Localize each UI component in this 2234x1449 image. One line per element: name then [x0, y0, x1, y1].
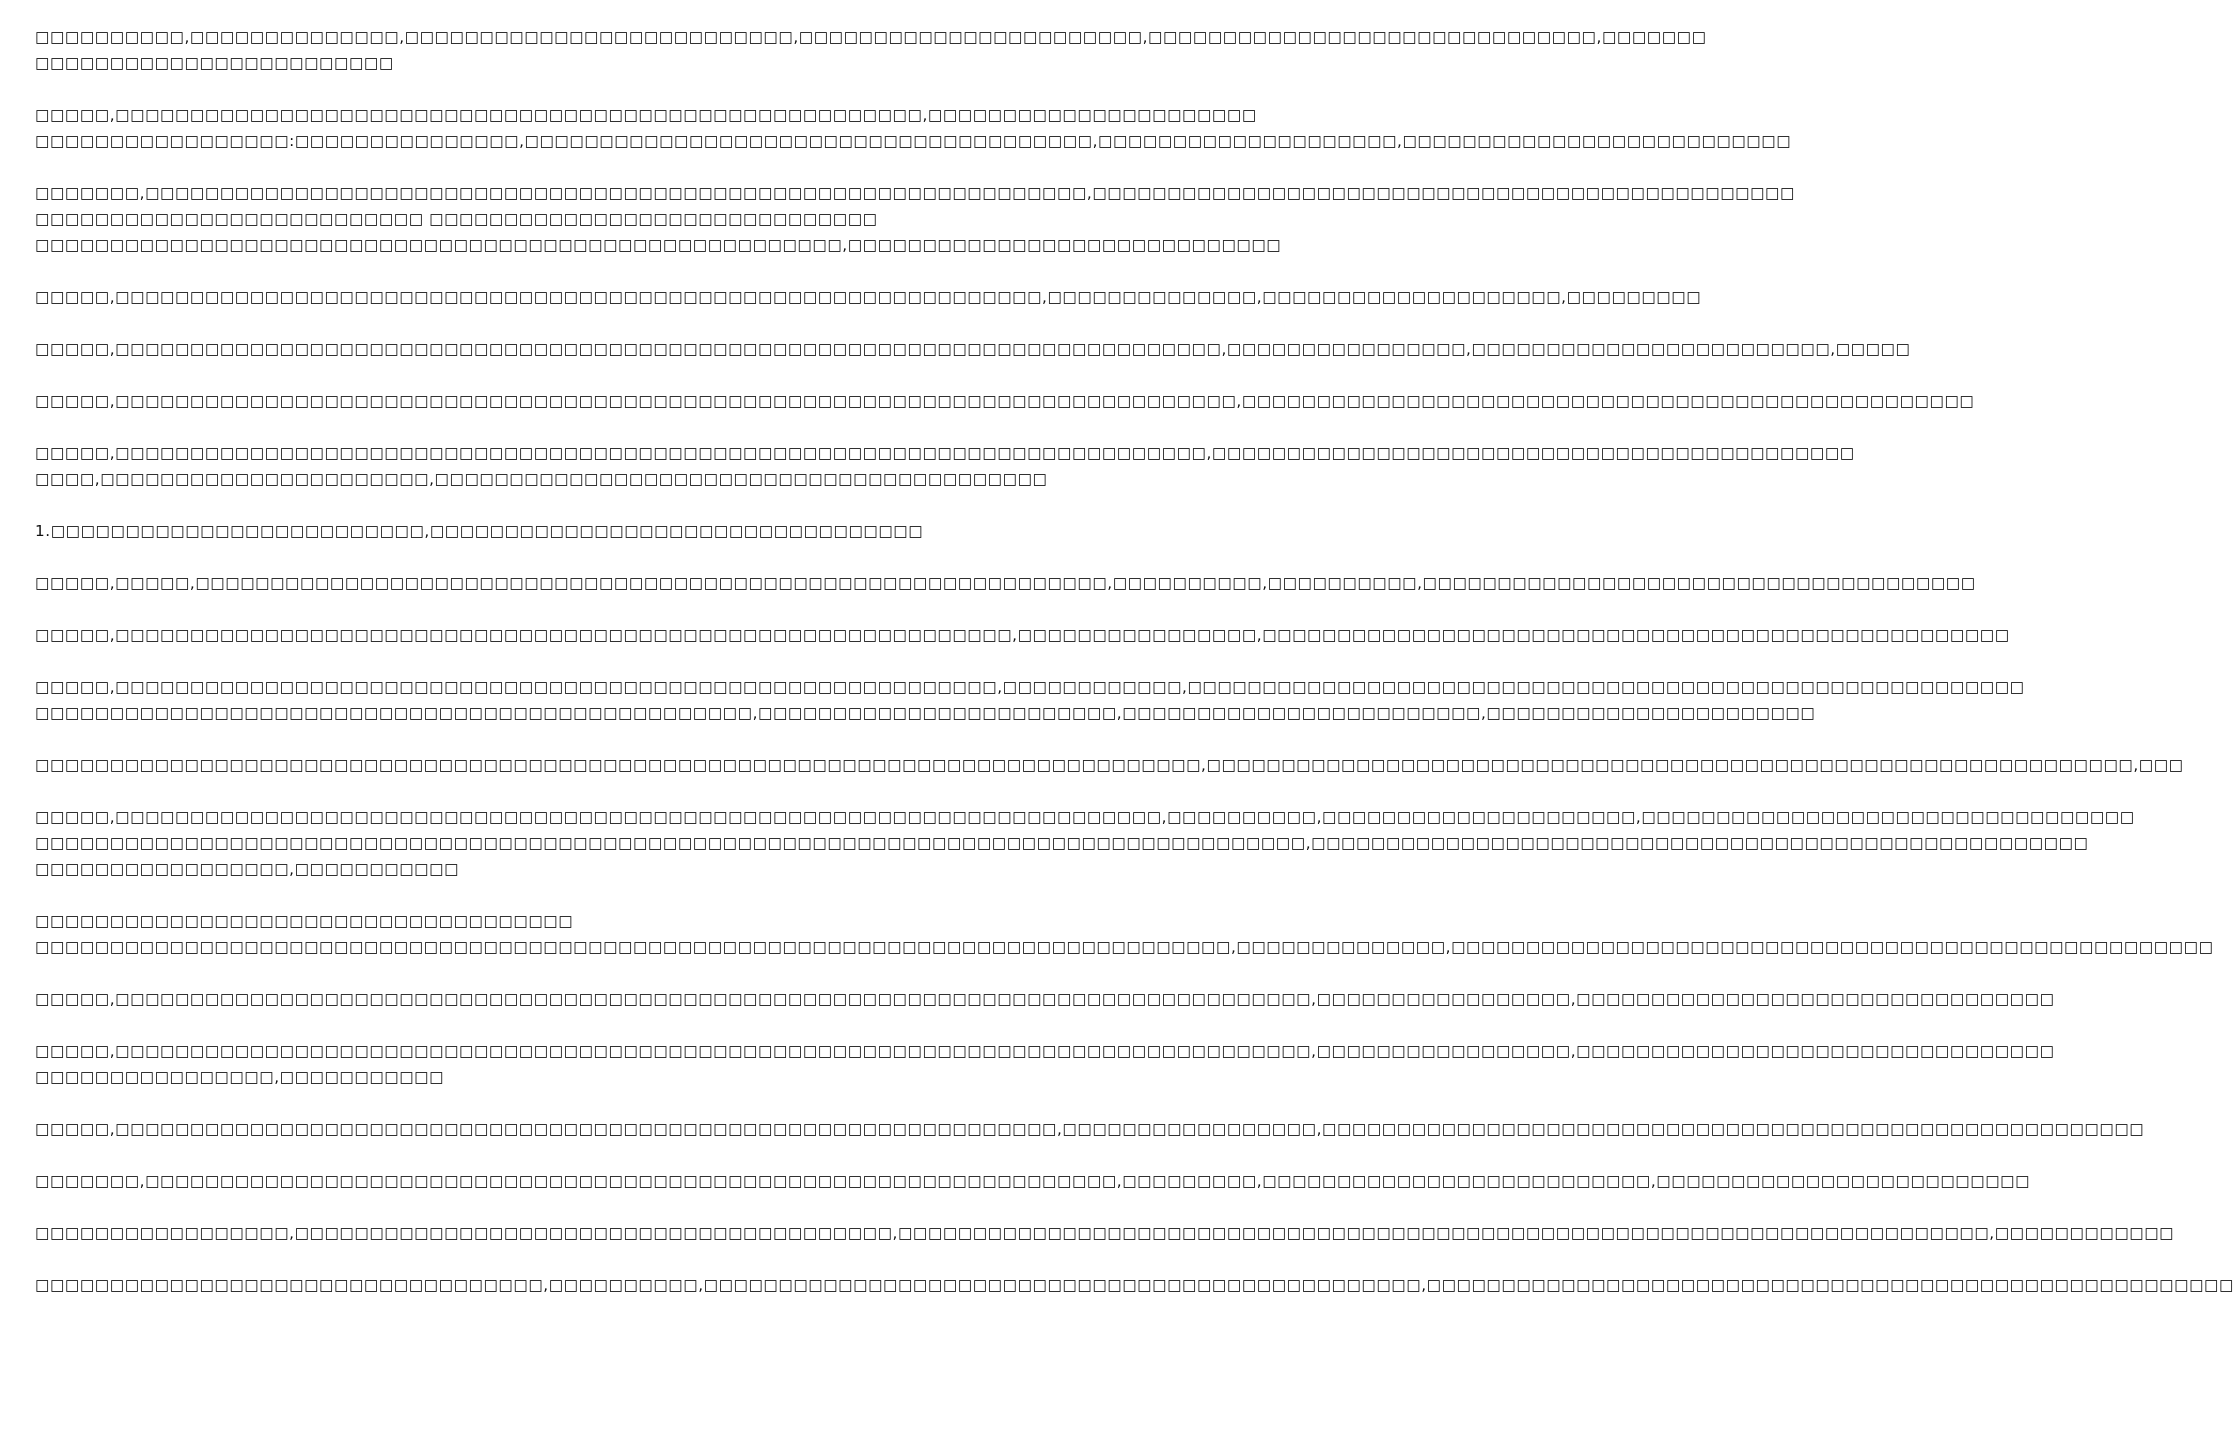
text-line: □□□□□,□□□□□□□□□□□□□□□□□□□□□□□□□□□□□□□□□□□□□□□□□□□□□□□□□□□□□□□□□□□□□□□,□□□□□□□□□□□□□□□□□,□□□□□□□□□□□□□□□□□□□□□□□□□□□□□□□□□□□□□□□□□□□□□□□□□□□□□□□ — [35, 1120, 2145, 1138]
document-body — [35, 24, 2234, 1434]
paragraph — [35, 1272, 2234, 1298]
text-line: □□□□□□□,□□□□□□□□□□□□□□□□□□□□□□□□□□□□□□□□□□□□□□□□□□□□□□□□□□□□□□□□□□□□□□□,□□□□□□□□□□□□□□□□□□□□□□□□□□□□□□□□□□□□□□□□□□□□□□□ — [35, 184, 1795, 202]
text-line: 1.□□□□□□□□□□□□□□□□□□□□□□□□□,□□□□□□□□□□□□□□□□□□□□□□□□□□□□□□□□□ — [35, 522, 924, 540]
paragraph — [35, 1220, 2175, 1246]
paragraph — [35, 674, 2025, 726]
text-line: □□□□□□□□□□□□□□□□□□□□□□□□□□□□□□□□□□,□□□□□□□□□□,□□□□□□□□□□□□□□□□□□□□□□□□□□□□□□□□□□□□□□□□□□□□□□□□,□□□□□□□□□□□□□□□□□□□□□□□□□□□□□□□□□□□□□□□□□□□□□□□□□□□□□□ — [35, 1276, 2234, 1294]
text-line: □□□□□□□□□□,□□□□□□□□□□□□□□,□□□□□□□□□□□□□□□□□□□□□□□□□□,□□□□□□□□□□□□□□□□□□□□□□□,□□□□□□□□□□□□□□□□□□□□□□□□□□□□□□,□□□□□□□ — [35, 28, 1707, 46]
paragraph — [35, 284, 1702, 310]
paragraph — [35, 570, 1976, 596]
paragraph — [35, 388, 1975, 414]
text-line: □□□□□□□□□□□□□□□□□□□□□□□□□□□□□□□□□□□□□□□□□□□□□□□□□□□□□□□□□□□□□□□□□□□□□□□□□□□□□□□□,□□□□□□□□□□□□□□,□□□□□□□□□□□□□□□□□□□□□□□□□□□□□□□□□□□□□□□□□□□□□□□□□□□ — [35, 938, 2214, 956]
paragraph — [35, 1116, 2145, 1142]
paragraph — [35, 1168, 2031, 1194]
paragraph — [35, 804, 2135, 882]
text-line: □□□□□□□□□□□□□□□□,□□□□□□□□□□□ — [35, 1068, 445, 1086]
text-line: □□□□□□□□□□□□□□□□□,□□□□□□□□□□□ — [35, 860, 460, 878]
text-line: □□□□□,□□□□□□□□□□□□□□□□□□□□□□□□□□□□□□□□□□□□□□□□□□□□□□□□□□□□□□□□□□□□□□□□□□□□□□□□□□□□□□□□,□□□□□□□□□□□□□□□□□,□□□□□□□□□□□□□□□□□□□□□□□□□□□□□□□□ — [35, 990, 2055, 1008]
text-line: □□□□□□□□□□□□□□□□□□□□□□□□□□□□□□□□□□□□ — [35, 912, 574, 930]
text-line: □□□□□,□□□□□□□□□□□□□□□□□□□□□□□□□□□□□□□□□□□□□□□□□□□□□□□□□□□□□□□□□□□□□□□□□□□□□□,□□□□□□□□□□,□□□□□□□□□□□□□□□□□□□□□,□□□□□□□□□□□□□□□□□□□□□□□□□□□□□□□□□ — [35, 808, 2135, 826]
paragraph — [35, 102, 1792, 154]
text-line: □□□□□,□□□□□□□□□□□□□□□□□□□□□□□□□□□□□□□□□□□□□□□□□□□□□□□□□□□□□□□□□□□□□□,□□□□□□□□□□□□□□,□□□□□□□□□□□□□□□□□□□□,□□□□□□□□□ — [35, 288, 1702, 306]
paragraph — [35, 518, 990, 544]
text-line: □□□□□□□□□□□□□□□□□□□□□□□□□□□□□□□□□□□□□□□□□□□□□□□□□□□□□□,□□□□□□□□□□□□□□□□□□□□□□□□□□□□□ — [35, 236, 1282, 254]
text-line: □□□□□,□□□□□□□□□□□□□□□□□□□□□□□□□□□□□□□□□□□□□□□□□□□□□□□□□□□□□□□□□□□□□□□□□□□□□□□□□□□□□□□□,□□□□□□□□□□□□□□□□□,□□□□□□□□□□□□□□□□□□□□□□□□□□□□□□□□ — [35, 1042, 2055, 1060]
text-line: □□□□□□□□□□□□□□□□□□□□□□□□□□□□□□□□□□□□□□□□□□□□□□□□□□□□□□□□□□□□□□□□□□□□□□□□□□□□□□,□□□□□□□□□□□□□□□□□□□□□□□□□□□□□□□□□□□□□□□□□□□□□□□□□□□□□□□□□□□□□□,□□□ — [35, 756, 2184, 774]
paragraph — [35, 24, 1707, 76]
paragraph — [35, 908, 2214, 960]
text-line: □□□□□,□□□□□□□□□□□□□□□□□□□□□□□□□□□□□□□□□□□□□□□□□□□□□□□□□□□□□□□□□□□□□□□□□□□□□□□□□□,□□□□□□□□□□□□□□□□,□□□□□□□□□□□□□□□□□□□□□□□□,□□□□□ — [35, 340, 1911, 358]
paragraph — [35, 986, 2055, 1012]
text-line: □□□□□,□□□□□□□□□□□□□□□□□□□□□□□□□□□□□□□□□□□□□□□□□□□□□□□□□□□□□□□□□□□□□□□□□□□□□□□□□,□□□□□□□□□□□□□□□□□□□□□□□□□□□□□□□□□□□□□□□□□□□ — [35, 444, 1855, 462]
text-line: □□□□□□□□□□□□□□□□□□□□□□□□□□□□□□□□□□□□□□□□□□□□□□□□□□□□□□□□□□□□□□□□□□□□□□□□□□□□□□□□□□□□□,□□□□□□□□□□□□□□□□□□□□□□□□□□□□□□□□□□□□□□□□□□□□□□□□□□□□ — [35, 834, 2089, 852]
paragraph — [35, 180, 1795, 258]
text-line: □□□□□,□□□□□,□□□□□□□□□□□□□□□□□□□□□□□□□□□□□□□□□□□□□□□□□□□□□□□□□□□□□□□□□□□□□,□□□□□□□□□□,□□□□□□□□□□,□□□□□□□□□□□□□□□□□□□□□□□□□□□□□□□□□□□□□ — [35, 574, 1976, 592]
text-line: □□□□□□□□□□□□□□□□□□□□□□□□□□ □□□□□□□□□□□□□□□□□□□□□□□□□□□□□□ — [35, 210, 878, 228]
text-line: □□□□□□□,□□□□□□□□□□□□□□□□□□□□□□□□□□□□□□□□□□□□□□□□□□□□□□□□□□□□□□□□□□□□□□□□□,□□□□□□□□□,□□□□□□□□□□□□□□□□□□□□□□□□□□,□□□□□□□□□□□□□□□□□□□□□□□□□ — [35, 1172, 2031, 1190]
text-line: □□□□□□□□□□□□□□□□□:□□□□□□□□□□□□□□□,□□□□□□□□□□□□□□□□□□□□□□□□□□□□□□□□□□□□□□,□□□□□□□□□□□□□□□□□□□□,□□□□□□□□□□□□□□□□□□□□□□□□□□ — [35, 132, 1792, 150]
text-line: □□□□□□□□□□□□□□□□□□□□□□□□ — [35, 54, 394, 72]
text-line: □□□□□,□□□□□□□□□□□□□□□□□□□□□□□□□□□□□□□□□□□□□□□□□□□□□□□□□□□□□□□□□□□□□□□□□□□□□□□□□□□,□□□□□□□□□□□□□□□□□□□□□□□□□□□□□□□□□□□□□□□□□□□□□□□□□ — [35, 392, 1975, 410]
text-line: □□□□□,□□□□□□□□□□□□□□□□□□□□□□□□□□□□□□□□□□□□□□□□□□□□□□□□□□□□□□□□□□□,□□□□□□□□□□□□,□□□□□□□□□□□□□□□□□□□□□□□□□□□□□□□□□□□□□□□□□□□□□□□□□□□□□□□□ — [35, 678, 2025, 696]
paragraph — [35, 336, 1911, 362]
paragraph — [35, 622, 2010, 648]
paragraph — [35, 440, 1855, 492]
text-line: □□□□□,□□□□□□□□□□□□□□□□□□□□□□□□□□□□□□□□□□□□□□□□□□□□□□□□□□□□□□□□□□□□,□□□□□□□□□□□□□□□□,□□□□□□□□□□□□□□□□□□□□□□□□□□□□□□□□□□□□□□□□□□□□□□□□□□ — [35, 626, 2010, 644]
paragraph — [35, 1038, 2055, 1090]
text-line: □□□□□□□□□□□□□□□□□□□□□□□□□□□□□□□□□□□□□□□□□□□□□□□□,□□□□□□□□□□□□□□□□□□□□□□□□,□□□□□□□□□□□□□□□□□□□□□□□□,□□□□□□□□□□□□□□□□□□□□□□ — [35, 704, 1816, 722]
text-line: □□□□,□□□□□□□□□□□□□□□□□□□□□□,□□□□□□□□□□□□□□□□□□□□□□□□□□□□□□□□□□□□□□□□□ — [35, 470, 1048, 488]
text-line: □□□□□,□□□□□□□□□□□□□□□□□□□□□□□□□□□□□□□□□□□□□□□□□□□□□□□□□□□□□□,□□□□□□□□□□□□□□□□□□□□□□ — [35, 106, 1257, 124]
paragraph — [35, 752, 2184, 778]
text-line: □□□□□□□□□□□□□□□□□,□□□□□□□□□□□□□□□□□□□□□□□□□□□□□□□□□□□□□□□□,□□□□□□□□□□□□□□□□□□□□□□□□□□□□□□□□□□□□□□□□□□□□□□□□□□□□□□□□□□□□□□□□□□□□□□□□□,□□□□□□□□□□□□ — [35, 1224, 2175, 1242]
